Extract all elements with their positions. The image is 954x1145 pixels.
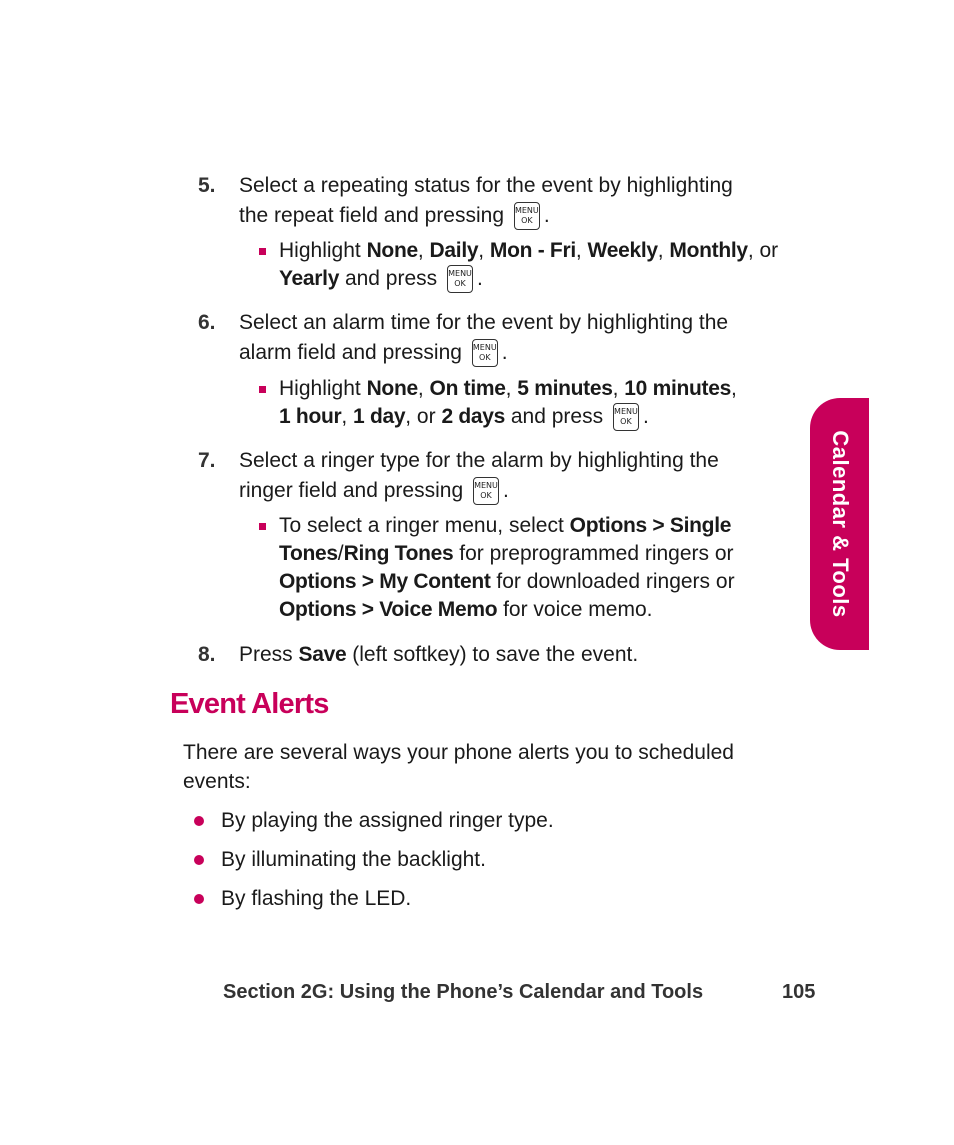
step-text: Press Save (left softkey) to save the event. — [239, 643, 639, 666]
menu-ok-key-icon: MENU OK — [473, 477, 499, 505]
round-bullet-icon — [194, 855, 204, 865]
menu-ok-key-icon: MENU OK — [472, 339, 498, 367]
round-bullet-icon — [194, 894, 204, 904]
step-number: 5. — [198, 174, 216, 197]
manual-page: 5. Select a repeating status for the event by highlighting the repeat field and pressing MENU OK . Highlight None, Daily, Mon - Fri, Weekly, Monthly, or Yearly and press MENU OK . 6. Select an alarm time for the event by highlighting the alarm field and pressing MENU OK . Highlight None, On time, 5 minutes, 10 minutes, 1 hour, 1 day, or 2 days and press MENU OK . 7. Select a ringer type for the alarm by highlighting the ringer field and pressing MENU OK . To select a ringer menu, select Options > Single Tones/Ring Tones for preprogrammed ringers or Options > My Content for downloaded ringers or Options > Voice Memo for voice memo. 8. Press Save (left softkey) to save the event. Event Alerts There are several ways your phone alerts you to scheduled events: By playing the assigned ringer type. By illuminating the backlight. By flashing the LED. Calendar & Tools Section 2G: Using the Phone’s Calendar and Tools 105 — [0, 0, 954, 1145]
square-bullet-icon — [259, 248, 266, 255]
section-heading: Event Alerts — [170, 688, 329, 720]
page-number: 105 — [782, 981, 816, 1003]
menu-ok-key-icon: MENU OK — [613, 403, 639, 431]
chapter-tab — [810, 398, 869, 650]
intro-paragraph: There are several ways your phone alerts you to scheduled events: — [183, 741, 734, 793]
chapter-tab-label: Calendar & Tools — [827, 430, 853, 618]
square-bullet-icon — [259, 386, 266, 393]
step-number: 8. — [198, 643, 216, 666]
round-bullet-icon — [194, 816, 204, 826]
footer-section-title: Section 2G: Using the Phone’s Calendar and Tools — [223, 981, 704, 1003]
square-bullet-icon — [259, 523, 266, 530]
step-number: 7. — [198, 449, 216, 472]
step-text: Select a ringer type for the alarm by highlighting the ringer field and pressing MENU OK . — [239, 446, 799, 506]
menu-ok-key-icon: MENU OK — [514, 202, 540, 230]
step-number: 6. — [198, 311, 216, 334]
menu-ok-key-icon: MENU OK — [447, 265, 473, 293]
step-text: Select a repeating status for the event by highlighting the repeat field and pressing MENU OK . — [239, 171, 799, 231]
step-text: Select an alarm time for the event by highlighting the alarm field and pressing MENU OK . — [239, 308, 799, 368]
